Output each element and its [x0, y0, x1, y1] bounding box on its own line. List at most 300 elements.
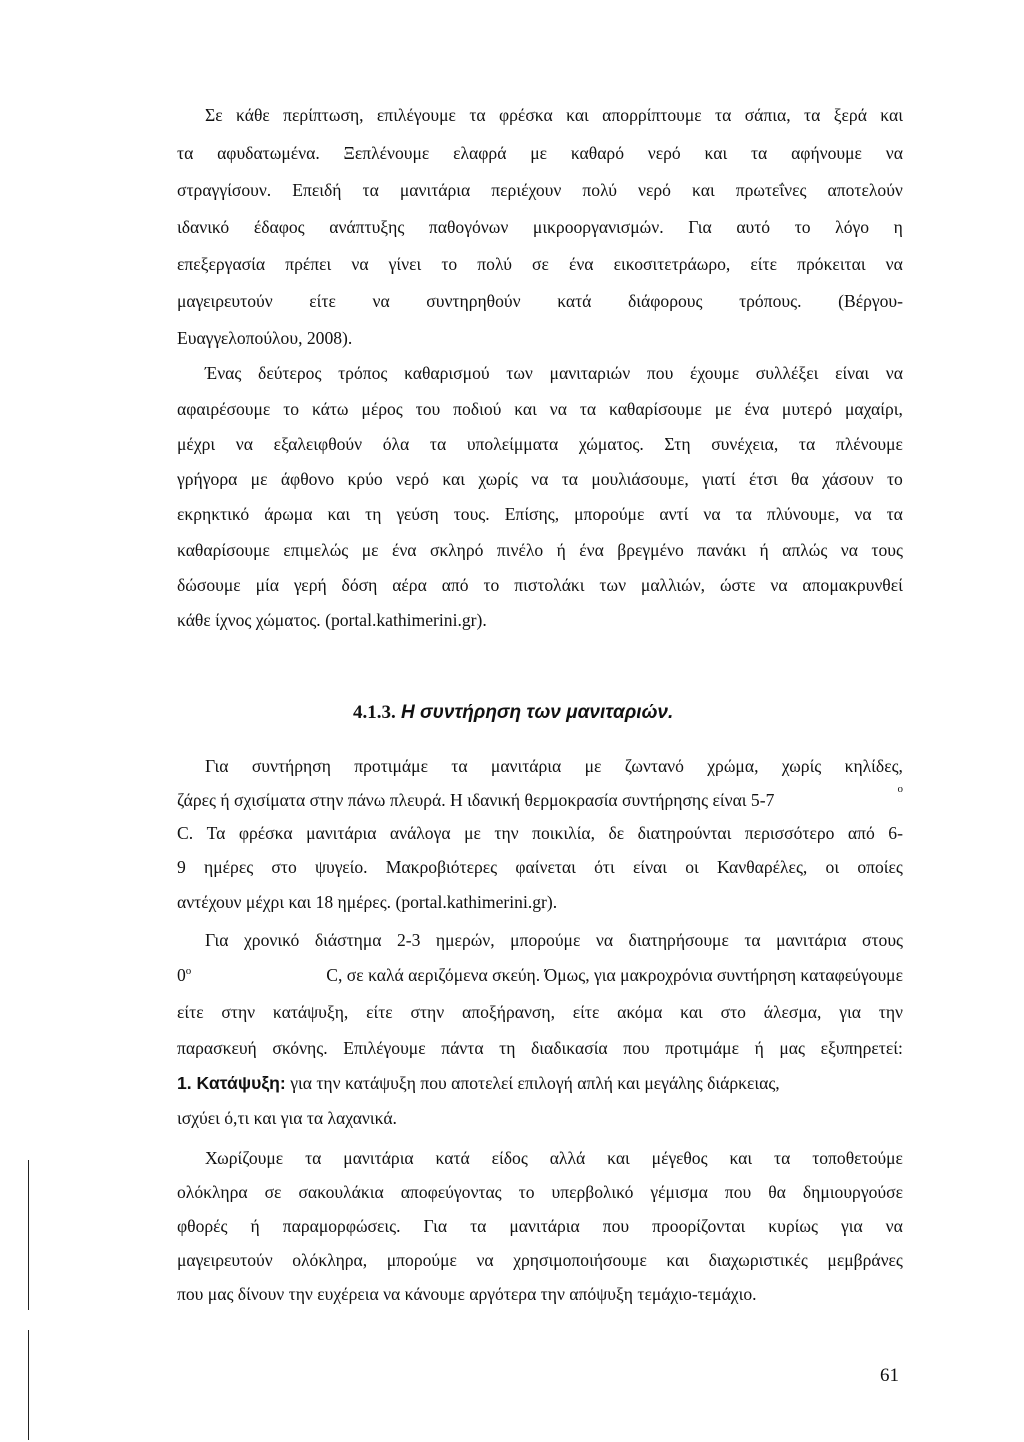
- word: Χωρίζουμε: [205, 1148, 284, 1168]
- word: εξαλειφθούν: [273, 434, 363, 454]
- word: ένα: [568, 254, 594, 274]
- word: που: [724, 1182, 752, 1202]
- word: τα: [804, 105, 821, 125]
- word: και: [514, 399, 537, 419]
- degree-superscript: o: [897, 783, 903, 795]
- text-line: [177, 253, 903, 275]
- word: τα: [429, 434, 447, 454]
- zero-value: 0: [177, 965, 186, 985]
- degree-superscript: o: [185, 965, 192, 978]
- word: το: [483, 575, 500, 595]
- word: γερή: [293, 575, 327, 595]
- word: να: [351, 254, 369, 274]
- word: Επίσης,: [504, 504, 560, 524]
- word: να: [885, 363, 903, 383]
- text-line: [177, 216, 903, 238]
- word: ημερών,: [435, 930, 495, 950]
- word: μπορούμε: [386, 1250, 457, 1270]
- word: υπερβολικό: [551, 1182, 634, 1202]
- text-run: C, σε καλά αεριζόμενα σκεύη. Όμως, για μακροχρόνια συντήρηση καταφεύγουμε: [326, 965, 903, 985]
- word: μικροοργανισμών.: [532, 217, 664, 237]
- text-line: [205, 362, 903, 384]
- word: ή: [250, 1216, 260, 1236]
- word: τρόπος: [338, 363, 388, 383]
- word: επεξεργασία: [177, 254, 266, 274]
- section-title: Η συντήρηση των μανιταριών.: [401, 702, 674, 723]
- word: για: [839, 1002, 861, 1022]
- word: πιστολάκι: [514, 575, 585, 595]
- word: στην: [410, 1002, 445, 1022]
- word: κατά: [557, 291, 592, 311]
- word: ή: [754, 1038, 764, 1058]
- word: το: [518, 1182, 535, 1202]
- word: κάτω: [311, 399, 349, 419]
- word: Για: [688, 217, 712, 237]
- word: αποτελούν: [827, 180, 903, 200]
- word: (Βέργου-: [838, 291, 903, 311]
- word: να: [531, 469, 549, 489]
- text-line: [177, 1249, 903, 1271]
- word: πρόκειται: [797, 254, 866, 274]
- word: θα: [791, 469, 809, 489]
- word: αποφεύγοντας: [400, 1182, 502, 1202]
- word: από: [847, 823, 875, 843]
- word: διατηρήσουμε: [628, 930, 729, 950]
- word: το: [441, 254, 458, 274]
- word: κάθε: [236, 105, 270, 125]
- word: λόγο: [835, 217, 870, 237]
- text-line: κάθε ίχνος χώματος. (portal.kathimerini.gr).: [177, 610, 487, 630]
- word: μαχαίρι,: [844, 399, 903, 419]
- word: Σε: [205, 105, 223, 125]
- word: αφυδατωμένα.: [217, 143, 320, 163]
- text-run: [177, 964, 191, 986]
- word: που: [623, 1038, 650, 1058]
- word: πολύ: [582, 180, 617, 200]
- word: με: [464, 823, 481, 843]
- word: τα: [715, 105, 732, 125]
- word: γιατί: [702, 469, 736, 489]
- word: ξερά: [833, 105, 867, 125]
- text-line: [177, 964, 903, 986]
- word: οι: [685, 857, 699, 877]
- section-number: 4.1.3.: [353, 702, 396, 723]
- word: συντηρηθούν: [426, 291, 521, 311]
- word: μανιτάρια: [399, 180, 471, 200]
- word: ποδιού: [453, 399, 502, 419]
- word: να: [885, 254, 903, 274]
- item-lead: 1. Κατάψυξη:: [177, 1073, 286, 1093]
- word: τα: [451, 756, 468, 776]
- word: ημέρες: [204, 857, 254, 877]
- word: αποξήρανση,: [462, 1002, 555, 1022]
- word: βρεγμένο: [617, 540, 684, 560]
- text-line: [177, 822, 903, 844]
- word: ή: [556, 540, 566, 560]
- word: μανιταριών: [549, 363, 631, 383]
- word: είδος: [491, 1148, 528, 1168]
- word: ζωντανό: [624, 756, 684, 776]
- word: επιλέγουμε: [376, 105, 456, 125]
- word: χώματος.: [578, 434, 644, 454]
- word: το: [794, 217, 811, 237]
- text-line: [177, 783, 903, 811]
- word: είναι: [835, 363, 870, 383]
- word: μαγειρευτούν: [177, 1250, 273, 1270]
- word: στους: [861, 930, 903, 950]
- word: αέρα: [392, 575, 427, 595]
- word: επιμελώς: [283, 540, 349, 560]
- word: ανάπτυξης: [329, 217, 405, 237]
- word: απλώς: [782, 540, 828, 560]
- word: μέγεθος: [651, 1148, 708, 1168]
- word: συλλέξει: [755, 363, 819, 383]
- word: Για: [205, 756, 229, 776]
- word: μανιτάρια: [509, 1216, 580, 1236]
- word: να: [476, 1250, 494, 1270]
- word: είτε: [177, 1002, 204, 1022]
- word: χωρίς: [781, 756, 822, 776]
- word: αφήνουμε: [791, 143, 862, 163]
- word: είτε: [750, 254, 778, 274]
- word: τα: [470, 1216, 487, 1236]
- word: μανιτάρια: [490, 756, 562, 776]
- word: γεύση: [396, 504, 439, 524]
- word: πολύ: [477, 254, 512, 274]
- word: να: [549, 399, 567, 419]
- word: κηλίδες,: [844, 756, 903, 776]
- word: άφθονο: [280, 469, 335, 489]
- word: μαγειρευτούν: [177, 291, 273, 311]
- word: να: [770, 575, 788, 595]
- word: συνέχεια,: [711, 434, 779, 454]
- word: τη: [365, 504, 382, 524]
- word: και: [729, 1148, 753, 1168]
- text-line: [205, 1147, 903, 1169]
- word: και: [566, 105, 589, 125]
- word: με: [530, 143, 548, 163]
- word: οποίες: [857, 857, 903, 877]
- word: ελαφρά: [453, 143, 507, 163]
- word: ακόμα: [617, 1002, 663, 1022]
- word: με: [584, 756, 602, 776]
- word: χρησιμοποιήσουμε: [513, 1250, 647, 1270]
- word: προτιμάμε: [354, 756, 428, 776]
- word: μεμβράνες: [827, 1250, 903, 1270]
- word: την: [878, 1002, 903, 1022]
- word: τα: [579, 399, 597, 419]
- word: μέρος: [361, 399, 403, 419]
- word: μαλλιών,: [640, 575, 706, 595]
- word: 9: [177, 857, 186, 877]
- word: η: [893, 217, 903, 237]
- word: τα: [305, 1148, 322, 1168]
- word: σε: [532, 254, 549, 274]
- word: τα: [362, 180, 379, 200]
- word: νερό: [396, 469, 429, 489]
- word: νερό: [638, 180, 671, 200]
- text-line: [177, 398, 903, 420]
- word: απορρίπτουμε: [602, 105, 702, 125]
- word: των: [599, 575, 627, 595]
- text-line: [177, 1215, 903, 1237]
- word: και: [880, 105, 903, 125]
- word: τοποθετούμε: [812, 1148, 903, 1168]
- word: μας: [779, 1038, 805, 1058]
- word: ένα: [579, 540, 604, 560]
- word: και: [692, 180, 715, 200]
- word: μανιτάρια: [776, 930, 847, 950]
- word: Τα: [206, 823, 226, 843]
- word: τα: [735, 504, 752, 524]
- text-line: ισχύει ό,τι και για τα λαχανικά.: [177, 1108, 397, 1128]
- word: αλλά: [549, 1148, 586, 1168]
- text-line: [177, 503, 903, 525]
- word: τη: [499, 1038, 516, 1058]
- word: πινέλο: [496, 540, 544, 560]
- word: απομακρυνθεί: [802, 575, 903, 595]
- word: τρόπους.: [739, 291, 802, 311]
- word: C.: [177, 823, 194, 843]
- word: πλύνουμε,: [766, 504, 840, 524]
- word: ψυγείο.: [315, 857, 368, 877]
- text-line: [177, 468, 903, 490]
- word: ιδανικό: [177, 217, 230, 237]
- word: Για: [423, 1216, 448, 1236]
- word: ολόκληρα: [177, 1182, 248, 1202]
- word: ανάλογα: [389, 823, 451, 843]
- word: 6-: [888, 823, 903, 843]
- text-line: Ευαγγελοπούλου, 2008).: [177, 328, 353, 348]
- word: και: [680, 1002, 703, 1022]
- word: σάπια,: [744, 105, 791, 125]
- text-line: [177, 574, 903, 596]
- word: ολόκληρα,: [292, 1250, 368, 1270]
- word: στο: [720, 1002, 746, 1022]
- word: δώσουμε: [177, 575, 241, 595]
- word: καθαρό: [570, 143, 624, 163]
- word: δεύτερος: [258, 363, 322, 383]
- word: να: [840, 540, 858, 560]
- word: διαχωριστικές: [708, 1250, 808, 1270]
- word: φρέσκα: [499, 105, 553, 125]
- word: κρύο: [347, 469, 383, 489]
- word: πρωτεΐνες: [735, 180, 807, 200]
- word: τα: [177, 143, 194, 163]
- word: μία: [255, 575, 279, 595]
- word: περίπτωση,: [283, 105, 364, 125]
- word: πρέπει: [285, 254, 332, 274]
- word: υπολείμματα: [466, 434, 559, 454]
- word: οι: [825, 857, 840, 877]
- word: γρήγορα: [177, 469, 238, 489]
- word: την: [494, 823, 519, 843]
- word: τα: [798, 434, 816, 454]
- word: μπορούμε: [574, 504, 645, 524]
- word: με: [250, 469, 268, 489]
- word: νερό: [647, 143, 681, 163]
- word: παραμορφώσεις.: [282, 1216, 401, 1236]
- text-line: [205, 104, 903, 126]
- word: Ξεπλένουμε: [343, 143, 430, 163]
- word: και: [666, 1250, 690, 1270]
- text-run: ζάρες ή σχισίματα στην πάνω πλευρά. Η ιδανική θερμοκρασία συντήρησης είναι 5-7: [177, 790, 775, 810]
- word: διάστημα: [314, 930, 382, 950]
- word: και: [607, 1148, 630, 1168]
- word: Στη: [664, 434, 691, 454]
- word: περιέχουν: [491, 180, 562, 200]
- text-line: [177, 539, 903, 561]
- text-line: [177, 1181, 903, 1203]
- text-line: αντέχουν μέχρι και 18 ημέρες. (portal.kathimerini.gr).: [177, 892, 558, 912]
- word: και: [442, 469, 465, 489]
- word: φαίνεται: [515, 857, 576, 877]
- word: στραγγίσουν.: [177, 180, 272, 200]
- word: προτιμάμε: [665, 1038, 739, 1058]
- word: χρώμα,: [707, 756, 759, 776]
- word: κατάψυξη,: [272, 1002, 349, 1022]
- margin-line: [28, 1160, 29, 1310]
- word: δόση: [341, 575, 378, 595]
- word: μανιτάρια: [343, 1148, 414, 1168]
- word: δημιουργούσε: [802, 1182, 903, 1202]
- word: Επιλέγουμε: [343, 1038, 426, 1058]
- word: να: [885, 1216, 903, 1236]
- word: παρασκευή: [177, 1038, 257, 1058]
- word: με: [361, 540, 379, 560]
- word: αντί: [659, 504, 689, 524]
- word: θα: [768, 1182, 786, 1202]
- word: που: [646, 363, 674, 383]
- word: διάφορους: [628, 291, 703, 311]
- word: ένα: [744, 399, 770, 419]
- word: μέχρι: [177, 434, 216, 454]
- word: που: [602, 1216, 630, 1236]
- word: και: [327, 504, 351, 524]
- word: γέμισμα: [650, 1182, 708, 1202]
- word: χρονικό: [244, 930, 300, 950]
- text-line: [177, 856, 903, 878]
- word: καθαρισμού: [404, 363, 490, 383]
- word: στο: [271, 857, 297, 877]
- word: τα: [561, 469, 578, 489]
- word: να: [885, 143, 903, 163]
- text-line: [205, 755, 903, 777]
- word: Επειδή: [292, 180, 342, 200]
- word: είτε: [309, 291, 336, 311]
- word: προορίζονται: [652, 1216, 746, 1236]
- word: σκληρό: [429, 540, 484, 560]
- section-heading: [353, 701, 673, 725]
- page-number: 61: [880, 1365, 899, 1386]
- word: εξυπηρετεί:: [820, 1038, 903, 1058]
- text-line: [177, 142, 903, 164]
- word: μουλιάσουμε,: [591, 469, 689, 489]
- word: και: [704, 143, 728, 163]
- word: μυτερό: [781, 399, 833, 419]
- word: συντήρηση: [251, 756, 331, 776]
- word: έτσι: [748, 469, 778, 489]
- word: άλεσμα,: [763, 1002, 822, 1022]
- word: μανιτάρια: [306, 823, 377, 843]
- word: για: [840, 1216, 863, 1236]
- word: άρωμα: [264, 504, 313, 524]
- word: τα: [774, 1148, 791, 1168]
- word: Κανθαρέλες,: [716, 857, 808, 877]
- text-line: [205, 929, 903, 951]
- word: πανάκι: [697, 540, 747, 560]
- word: χωρίς: [478, 469, 518, 489]
- word: ώστε: [719, 575, 756, 595]
- word: τα: [750, 143, 768, 163]
- word: να: [703, 504, 721, 524]
- text-line: [177, 1037, 903, 1059]
- word: ένα: [391, 540, 417, 560]
- word: έχουμε: [689, 363, 740, 383]
- word: Για: [205, 930, 229, 950]
- word: καθαρίσουμε: [608, 399, 702, 419]
- word: να: [372, 291, 390, 311]
- word: πλένουμε: [835, 434, 903, 454]
- word: διαδικασία: [531, 1038, 608, 1058]
- text-line: που μας δίνουν την ευχέρεια να κάνουμε αργότερα την απόψυξη τεμάχιο-τεμάχιο.: [177, 1284, 757, 1304]
- text-line: [177, 433, 903, 455]
- word: έδαφος: [253, 217, 305, 237]
- word: τα: [469, 105, 486, 125]
- word: του: [415, 399, 441, 419]
- word: μπορούμε: [510, 930, 581, 950]
- word: ή: [759, 540, 769, 560]
- word: να: [235, 434, 253, 454]
- word: αυτό: [736, 217, 771, 237]
- word: στην: [221, 1002, 256, 1022]
- word: κατά: [435, 1148, 470, 1168]
- word: να: [854, 504, 872, 524]
- word: σκόνης.: [272, 1038, 328, 1058]
- word: όλα: [382, 434, 410, 454]
- word: παθογόνων: [428, 217, 509, 237]
- word: Μακροβιότερες: [385, 857, 498, 877]
- word: το: [283, 399, 300, 419]
- word: το: [886, 469, 903, 489]
- text-run: για την κατάψυξη που αποτελεί επιλογή απλή και μεγάλης διάρκειας,: [285, 1073, 780, 1093]
- word: δε: [608, 823, 625, 843]
- word: καθαρίσουμε: [177, 540, 270, 560]
- word: είτε: [366, 1002, 393, 1022]
- word: 2-3: [396, 930, 421, 950]
- word: ότι: [594, 857, 615, 877]
- word: τα: [744, 930, 761, 950]
- text-line: [177, 179, 903, 201]
- word: με: [714, 399, 732, 419]
- word: κυρίως: [768, 1216, 818, 1236]
- word: διατηρούνται: [637, 823, 732, 843]
- word: τους.: [453, 504, 490, 524]
- word: εκρηκτικό: [177, 504, 250, 524]
- word: από: [441, 575, 469, 595]
- word: να: [595, 930, 614, 950]
- word: ποικιλία,: [532, 823, 595, 843]
- margin-line: [28, 1330, 29, 1440]
- word: εικοσιτετράωρο,: [613, 254, 731, 274]
- text-line: [177, 1001, 903, 1023]
- word: γίνει: [388, 254, 422, 274]
- word: τα: [886, 504, 903, 524]
- word: πάντα: [441, 1038, 484, 1058]
- word: των: [506, 363, 533, 383]
- word: Ένας: [205, 363, 242, 383]
- word: σακουλάκια: [298, 1182, 384, 1202]
